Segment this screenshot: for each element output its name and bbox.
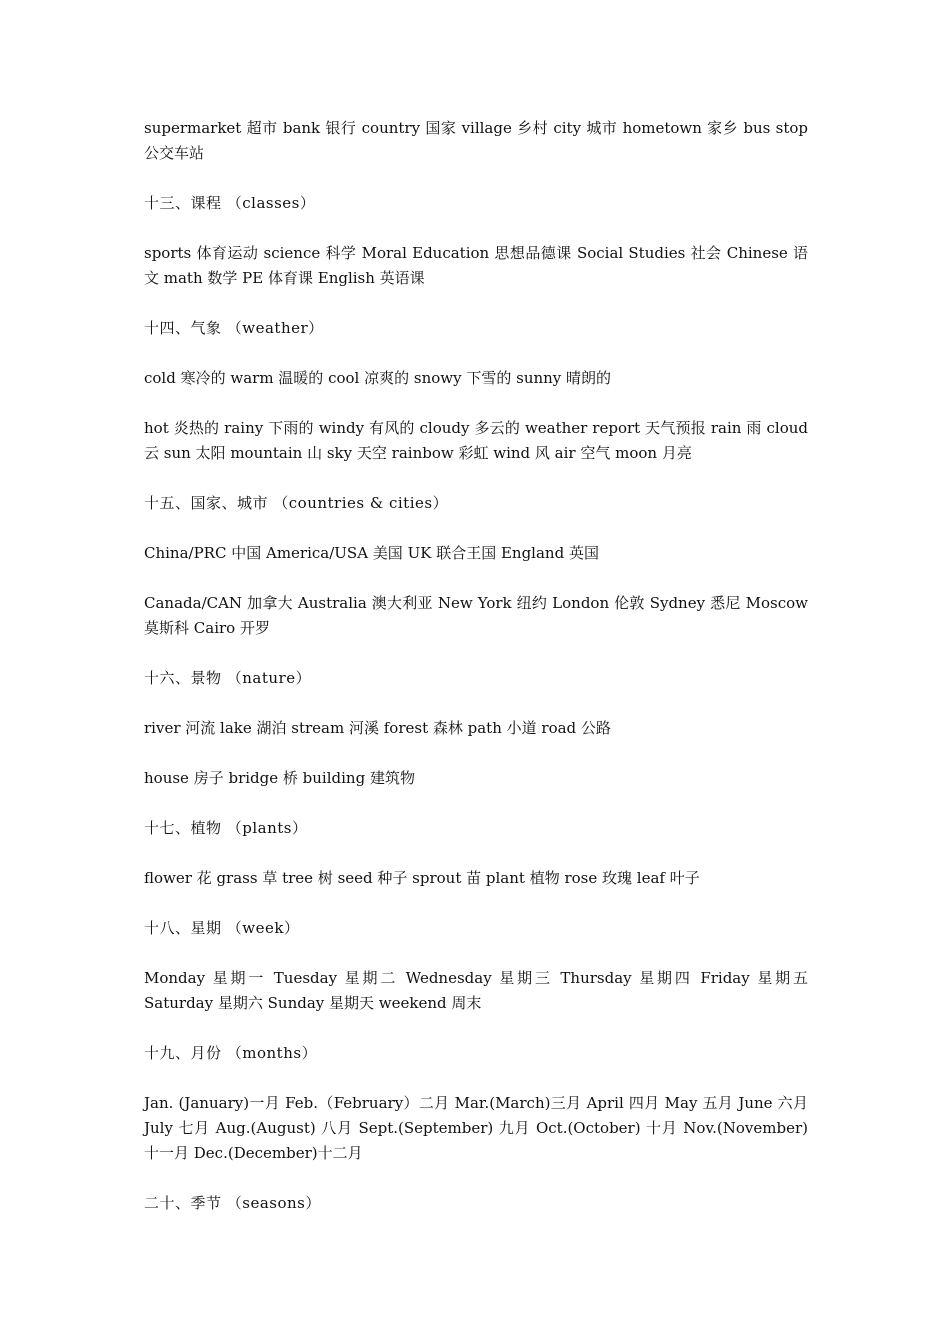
section-heading-plants: 十七、植物 （plants） [144,819,308,837]
section-heading-weather: 十四、气象 （weather） [144,319,324,337]
vocab-paragraph-places: supermarket 超市 bank 银行 country 国家 village 乡村 city 城市 hometown 家乡 bus stop 公交车站 [144,119,808,162]
vocab-paragraph-week: Monday 星期一 Tuesday 星期二 Wednesday 星期三 Thursday 星期四 Friday 星期五 Saturday 星期六 Sunday 星期天 weekend 周末 [144,969,808,1012]
vocab-paragraph-nature-1: river 河流 lake 湖泊 stream 河溪 forest 森林 path 小道 road 公路 [144,719,611,737]
vocab-paragraph-plants: flower 花 grass 草 tree 树 seed 种子 sprout 苗 plant 植物 rose 玫瑰 leaf 叶子 [144,869,700,887]
vocab-paragraph-classes: sports 体育运动 science 科学 Moral Education 思想品德课 Social Studies 社会 Chinese 语文 math 数学 PE 体育课 English 英语课 [144,244,808,287]
vocab-paragraph-weather-2: hot 炎热的 rainy 下雨的 windy 有风的 cloudy 多云的 weather report 天气预报 rain 雨 cloud 云 sun 太阳 mountain 山 sky 天空 rainbow 彩虹 wind 风 air 空气 moon 月亮 [144,419,808,462]
vocab-paragraph-months: Jan. (January)一月 Feb.（February）二月 Mar.(March)三月 April 四月 May 五月 June 六月 July 七月 Aug.(August) 八月 Sept.(September) 九月 Oct.(October) 十月 Nov.(November) 十一月 Dec.(December)十二月 [144,1094,808,1162]
section-heading-countries-cities: 十五、国家、城市 （countries & cities） [144,494,449,512]
section-heading-classes: 十三、课程 （classes） [144,194,316,212]
section-heading-months: 十九、月份 （months） [144,1044,318,1062]
section-heading-nature: 十六、景物 （nature） [144,669,312,687]
vocab-paragraph-countries: China/PRC 中国 America/USA 美国 UK 联合王国 England 英国 [144,544,599,562]
section-heading-week: 十八、星期 （week） [144,919,300,937]
document-page [144,116,808,1241]
vocab-paragraph-weather-1: cold 寒冷的 warm 温暖的 cool 凉爽的 snowy 下雪的 sunny 晴朗的 [144,369,612,387]
vocab-paragraph-nature-2: house 房子 bridge 桥 building 建筑物 [144,769,415,787]
section-heading-seasons: 二十、季节 （seasons） [144,1194,321,1212]
vocab-paragraph-cities: Canada/CAN 加拿大 Australia 澳大利亚 New York 纽约 London 伦敦 Sydney 悉尼 Moscow 莫斯科 Cairo 开罗 [144,594,808,637]
